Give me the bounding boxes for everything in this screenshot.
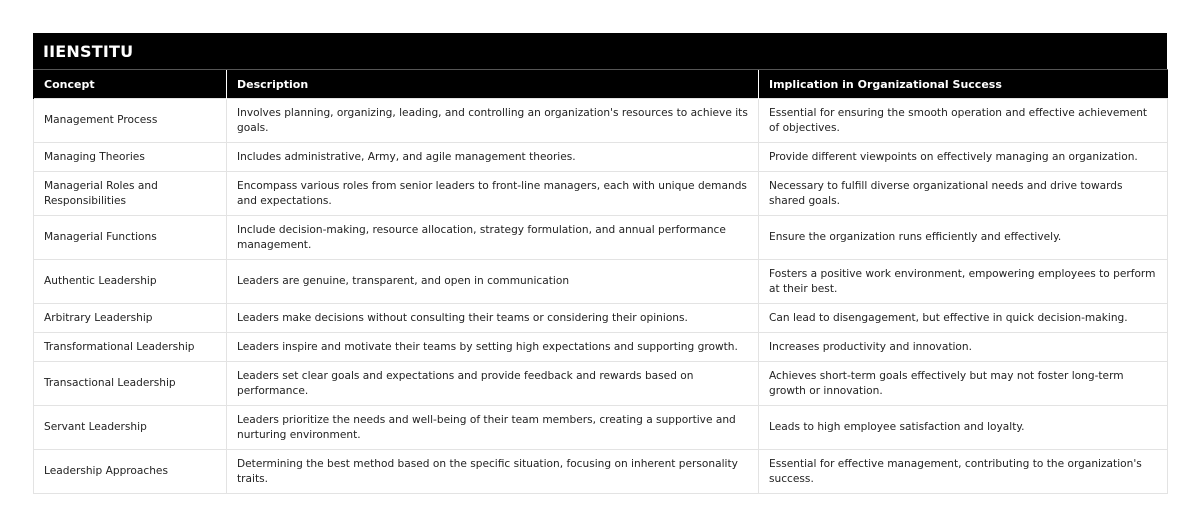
cell-description: Include decision-making, resource allocation, strategy formulation, and annual performance management. [227, 216, 759, 260]
concept-table-card [33, 33, 1167, 494]
table-row [34, 260, 1168, 304]
header-description: Description [227, 70, 759, 99]
concept-table [33, 69, 1168, 494]
cell-description: Leaders set clear goals and expectations and provide feedback and rewards based on performance. [227, 362, 759, 406]
cell-implication: Ensure the organization runs efficiently and effectively. [759, 216, 1168, 260]
cell-description: Encompass various roles from senior leaders to front-line managers, each with unique demands and expectations. [227, 172, 759, 216]
cell-concept: Authentic Leadership [34, 260, 227, 304]
cell-implication: Achieves short-term goals effectively but may not foster long-term growth or innovation. [759, 362, 1168, 406]
cell-implication: Provide different viewpoints on effectively managing an organization. [759, 143, 1168, 172]
table-row [34, 362, 1168, 406]
cell-concept: Transactional Leadership [34, 362, 227, 406]
cell-concept: Leadership Approaches [34, 450, 227, 494]
table-row [34, 216, 1168, 260]
header-concept: Concept [34, 70, 227, 99]
header-implication: Implication in Organizational Success [759, 70, 1168, 99]
cell-implication: Necessary to fulfill diverse organizational needs and drive towards shared goals. [759, 172, 1168, 216]
table-row [34, 304, 1168, 333]
table-body [34, 99, 1168, 494]
table-row [34, 99, 1168, 143]
cell-implication: Leads to high employee satisfaction and loyalty. [759, 406, 1168, 450]
header-row [34, 70, 1168, 99]
brand-bar [33, 33, 1167, 69]
cell-concept: Servant Leadership [34, 406, 227, 450]
cell-description: Includes administrative, Army, and agile management theories. [227, 143, 759, 172]
table-row [34, 333, 1168, 362]
table-row [34, 143, 1168, 172]
cell-concept: Arbitrary Leadership [34, 304, 227, 333]
table-row [34, 450, 1168, 494]
cell-implication: Essential for ensuring the smooth operation and effective achievement of objectives. [759, 99, 1168, 143]
cell-description: Involves planning, organizing, leading, and controlling an organization's resources to achieve its goals. [227, 99, 759, 143]
cell-concept: Managing Theories [34, 143, 227, 172]
cell-description: Determining the best method based on the specific situation, focusing on inherent personality traits. [227, 450, 759, 494]
table-row [34, 172, 1168, 216]
cell-description: Leaders prioritize the needs and well-being of their team members, creating a supportive and nurturing environment. [227, 406, 759, 450]
cell-description: Leaders are genuine, transparent, and open in communication [227, 260, 759, 304]
cell-implication: Essential for effective management, contributing to the organization's success. [759, 450, 1168, 494]
cell-concept: Management Process [34, 99, 227, 143]
cell-concept: Transformational Leadership [34, 333, 227, 362]
cell-implication: Fosters a positive work environment, empowering employees to perform at their best. [759, 260, 1168, 304]
cell-concept: Managerial Roles and Responsibilities [34, 172, 227, 216]
cell-concept: Managerial Functions [34, 216, 227, 260]
table-row [34, 406, 1168, 450]
cell-implication: Can lead to disengagement, but effective in quick decision-making. [759, 304, 1168, 333]
cell-description: Leaders inspire and motivate their teams by setting high expectations and supporting growth. [227, 333, 759, 362]
brand-title: IIENSTITU [43, 41, 134, 61]
table-header [34, 70, 1168, 99]
cell-description: Leaders make decisions without consulting their teams or considering their opinions. [227, 304, 759, 333]
cell-implication: Increases productivity and innovation. [759, 333, 1168, 362]
